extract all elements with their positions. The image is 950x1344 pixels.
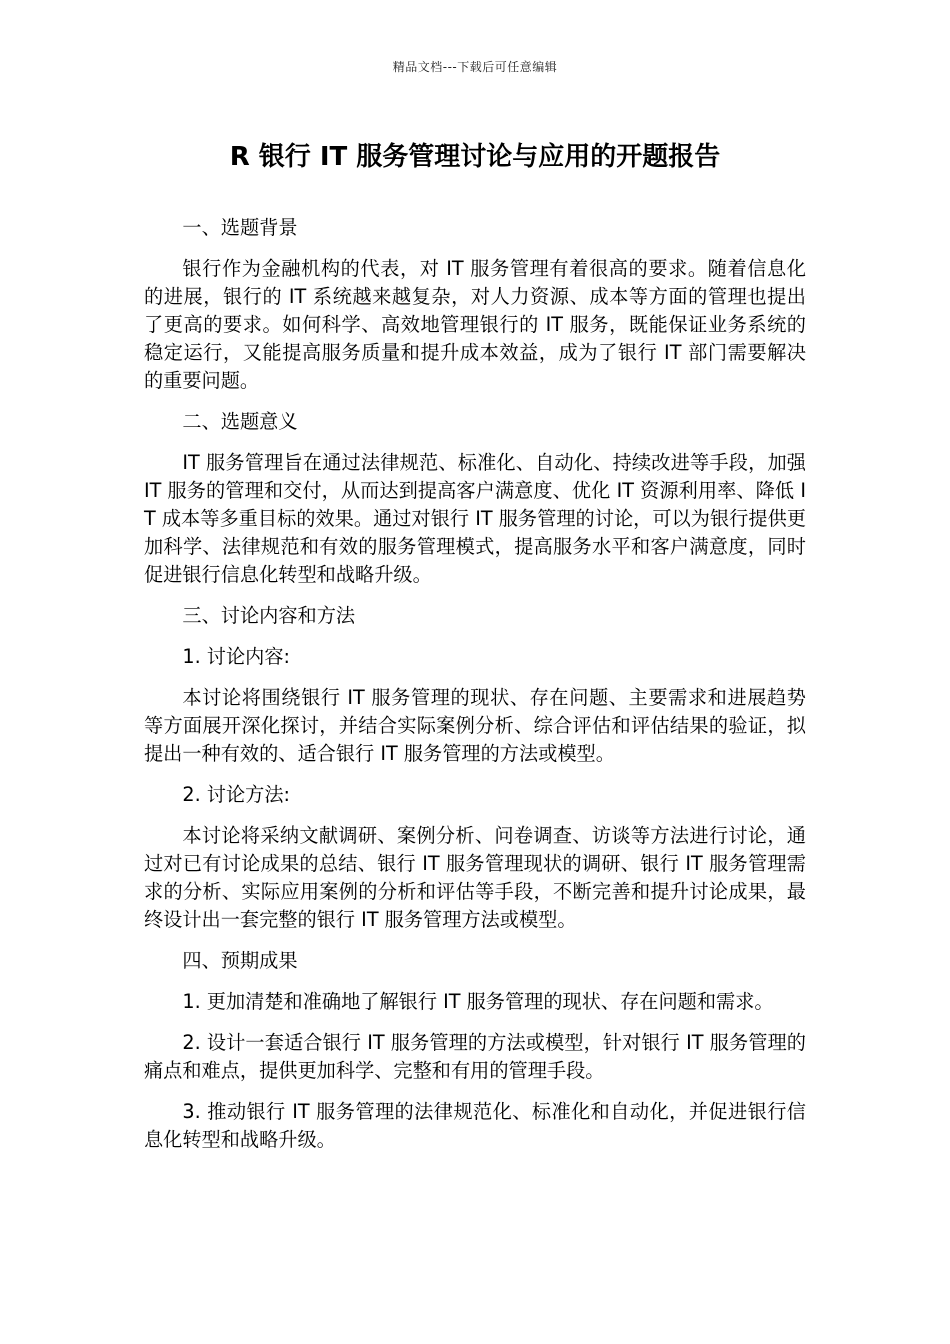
section-paragraph-background: 银行作为金融机构的代表，对 IT 服务管理有着很高的要求。随着信息化的进展，银行的 IT 系统越来越复杂，对人力资源、成本等方面的管理也提出了更高的要求。如何科学、高效地管理银行的 IT 服务，既能保证业务系统的稳定运行，又能提高服务质量和提升成本效益，成为了银行 IT 部门需要解决的重要问题。 bbox=[144, 257, 806, 392]
expected-result-item: 2. 设计一套适合银行 IT 服务管理的方法或模型，针对银行 IT 服务管理的痛点和难点，提供更加科学、完整和有用的管理手段。 bbox=[144, 1031, 806, 1082]
section-heading-background: 一、选题背景 bbox=[182, 216, 298, 239]
subsection-paragraph-method: 本讨论将采纳文献调研、案例分析、问卷调查、访谈等方法进行讨论，通过对已有讨论成果的总结、银行 IT 服务管理现状的调研、银行 IT 服务管理需求的分析、实际应用案例的分析和评估等手段，不断完善和提升讨论成果，最终设计出一套完整的银行 IT 服务管理方法或模型。 bbox=[144, 824, 806, 931]
subsection-heading-method: 2. 讨论方法: bbox=[182, 783, 291, 806]
subsection-heading-content: 1. 讨论内容: bbox=[182, 645, 291, 668]
section-paragraph-significance: IT 服务管理旨在通过法律规范、标准化、自动化、持续改进等手段，加强 IT 服务的管理和交付，从而达到提高客户满意度、优化 IT 资源利用率、降低 IT 成本等多重目标的效果。通过对银行 IT 服务管理的讨论，可以为银行提供更加科学、法律规范和有效的服务管理模式，提高服务水平和客户满意度，同时促进银行信息化转型和战略升级。 bbox=[144, 451, 806, 586]
document-body bbox=[144, 214, 806, 1167]
header-note: 精品文档---下载后可任意编辑 bbox=[392, 60, 558, 74]
section-heading-expected-results: 四、预期成果 bbox=[182, 949, 298, 972]
section-heading-significance: 二、选题意义 bbox=[182, 410, 298, 433]
expected-result-item: 3. 推动银行 IT 服务管理的法律规范化、标准化和自动化，并促进银行信息化转型和战略升级。 bbox=[144, 1100, 806, 1151]
subsection-paragraph-content: 本讨论将围绕银行 IT 服务管理的现状、存在问题、主要需求和进展趋势等方面展开深化探讨，并结合实际案例分析、综合评估和评估结果的验证，拟提出一种有效的、适合银行 IT 服务管理的方法或模型。 bbox=[144, 686, 806, 765]
section-heading-content-method: 三、讨论内容和方法 bbox=[182, 604, 356, 627]
document-title: R 银行 IT 服务管理讨论与应用的开题报告 bbox=[229, 142, 721, 172]
expected-result-item: 1. 更加清楚和准确地了解银行 IT 服务管理的现状、存在问题和需求。 bbox=[182, 990, 774, 1013]
